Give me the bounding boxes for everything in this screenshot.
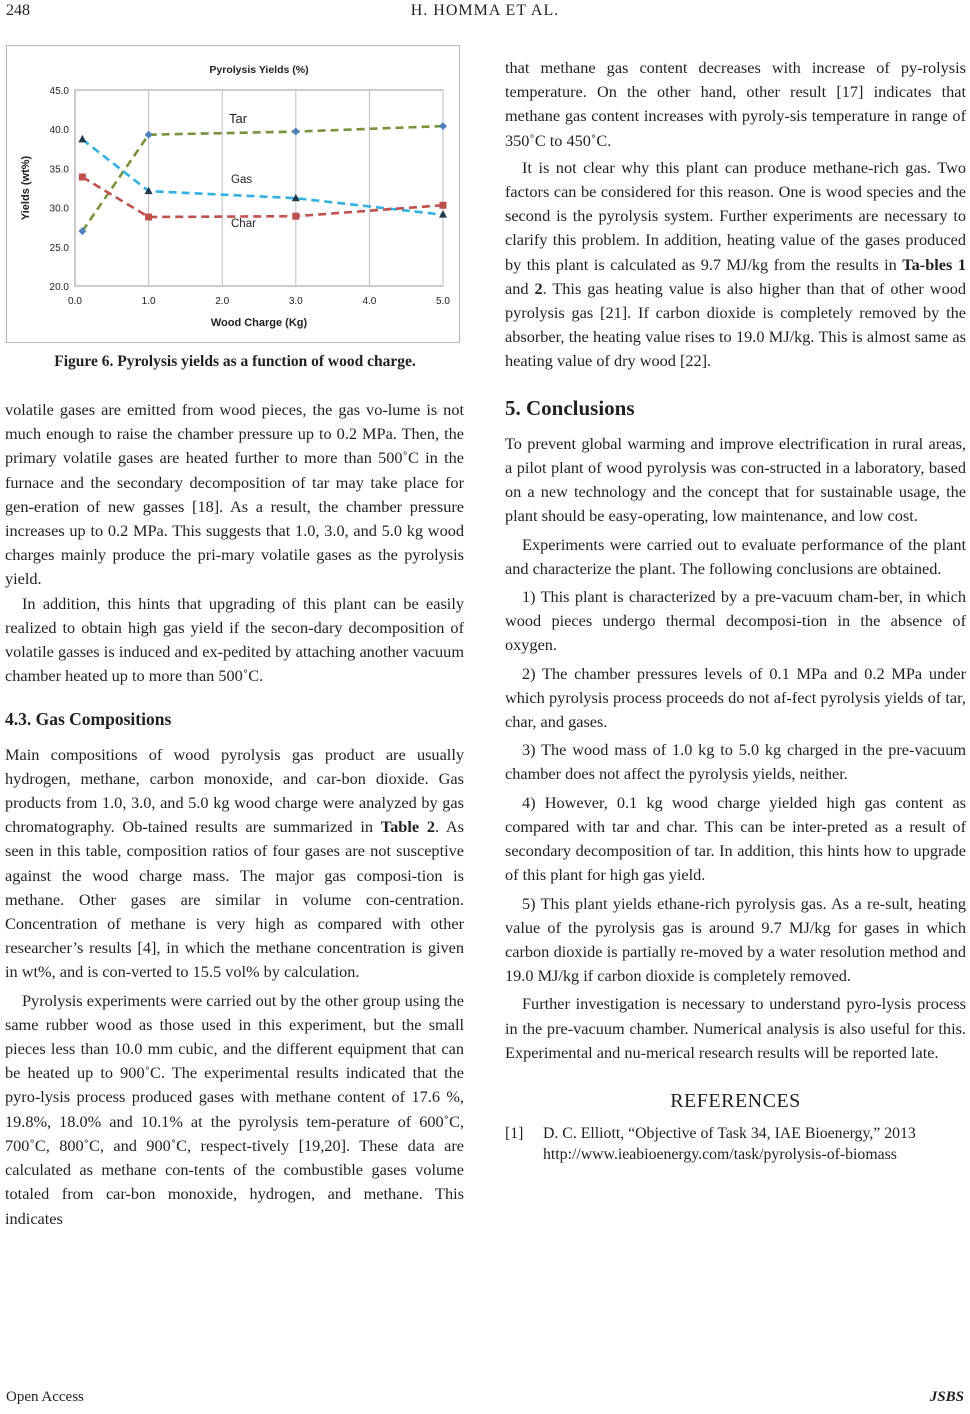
y-axis-label: Yields (wt%) — [20, 155, 32, 221]
page-header — [0, 2, 970, 24]
y-tick-label: 25.0 — [49, 242, 69, 254]
x-tick-label: 0.0 — [68, 296, 82, 307]
pyrolysis-yields-chart — [7, 46, 459, 342]
conclusion-item-1: 1) This plant is characterized by a pre-vacuum cham-ber, in which wood pieces undergo thermal decomposi-tion in the absence of oxygen. — [505, 587, 966, 655]
series-line-tar — [82, 126, 443, 231]
series-label-char: Char — [231, 218, 256, 230]
series-label-gas: Gas — [231, 174, 253, 186]
chart-title: Pyrolysis Yields (%) — [209, 64, 309, 76]
conclusion-item-2: 2) The chamber pressures levels of 0.1 MPa and 0.2 MPa under which pyrolysis process proceeds do not af-fect pyrolysis yields of tar, char, and gases. — [505, 663, 966, 732]
y-tick-label: 40.0 — [49, 125, 69, 137]
conclusion-2: Experiments were carried out to evaluate performance of the plant and characterize the plant. The following conclusions are obtained. — [505, 534, 966, 578]
page-footer — [6, 1389, 964, 1406]
left-paragraph-2: In addition, this hints that upgrading of this plant can be easily realized to obtain high gas yield if the secon-dary decomposition of volatile gasses is induced and ex-pedited by attaching another vacuum chamber heated up to more than 500˚C. — [5, 593, 464, 686]
figure-6-chart — [6, 45, 460, 343]
conclusion-item-5: 5) This plant yields ethane-rich pyrolysis gas. As a re-sult, heating value of the pyrolysis gas is around 9.7 MJ/kg for gases in which carbon dioxide is partially re-moved by a water resolution method and 19.0 MJ/kg if carbon dioxide is completely removed. — [505, 893, 966, 986]
conclusion-item-3: 3) The wood mass of 1.0 kg to 5.0 kg charged in the pre-vacuum chamber does not affect the pyrolysis yields, neither. — [505, 740, 966, 784]
conclusion-intro: To prevent global warming and improve electrification in rural areas, a pilot plant of wood pyrolysis was con-structed in a laboratory, based on a new technology and the concept that for sustainable usage, the plant should be easy-operating, low maintenance, and low cost. — [505, 433, 966, 526]
x-tick-label: 2.0 — [215, 296, 230, 307]
conclusion-final: Further investigation is necessary to understand pyro-lysis process in the pre-vacuum chamber. Numerical analysis is also useful for this. Experimental and nu-merical research results will be reported late. — [505, 994, 966, 1062]
left-paragraph-3: Main compositions of wood pyrolysis gas product are usually hydrogen, methane, carbon monoxide, and car-bon dioxide. Gas products from 1.0, 3.0, and 5.0 kg wood charge were analyzed by gas chromatography. Ob-tained results are summarized in Table 2. As seen in this table, composition ratios of four gases are not susceptive against the wood charge mass. The major gas composi-tion is methane. Other gases are similar in volume con-centration. Concentration of methane is very high as compared with other researcher’s results [4], in which the methane concentration is given in wt%, and is con-verted to 15.5 vol% by calculation. — [5, 744, 464, 982]
data-point-char — [440, 202, 447, 209]
reference-url[interactable]: http://www.ieabioenergy.com/task/pyrolysis-of-biomass — [543, 1146, 897, 1164]
references-title: REFERENCES — [670, 1089, 801, 1112]
left-column — [5, 398, 464, 1231]
table-2-ref: Table 2 — [380, 817, 435, 837]
plot-area — [75, 90, 443, 286]
section-heading-conclusions: 5. Conclusions — [505, 395, 635, 420]
reference-number: [1] — [505, 1125, 524, 1143]
figure-caption: Figure 6. Pyrolysis yields as a function of wood charge. — [54, 353, 416, 370]
x-axis-label: Wood Charge (Kg) — [210, 317, 308, 329]
series-label-tar: Tar — [229, 111, 248, 126]
page-number: 248 — [6, 2, 30, 19]
section-heading-4-3: 4.3. Gas Compositions — [5, 709, 172, 730]
y-tick-label: 45.0 — [49, 86, 69, 97]
y-tick-label: 30.0 — [49, 203, 69, 215]
y-tick-label: 20.0 — [49, 282, 69, 293]
left-paragraph-4: Pyrolysis experiments were carried out by the other group using the same rubber wood as those used in this experiment, but the small pieces less than 10.0 mm cubic, and the different equipment that can be heated up to 900˚C. The experimental results indicated that the pyro-lysis process produced gases with methane content of 17.6 %, 19.8%, 18.0% and 10.1% at the pyrolysis tem-perature of 600˚C, 700˚C, 800˚C, and 900˚C, respect-tively [19,20]. These data are calculated as methane con-tents of the combustible gases volume totaled from car-bon monoxide, hydrogen, and methane. This indicates — [5, 990, 464, 1228]
x-tick-label: 5.0 — [436, 296, 450, 307]
x-tick-label: 4.0 — [362, 296, 377, 307]
data-point-tar — [292, 128, 300, 136]
x-tick-label: 1.0 — [141, 296, 156, 307]
data-point-gas — [78, 135, 86, 143]
data-point-tar — [439, 122, 447, 130]
x-tick-label: 3.0 — [288, 296, 303, 307]
data-point-char — [292, 213, 299, 220]
data-point-char — [79, 174, 86, 181]
right-paragraph-1: that methane gas content decreases with increase of py-rolysis temperature. On the other hand, other result [17] indicates that methane gas content increases with pyroly-sis temperature in range of 350˚C to 450˚C. — [505, 58, 966, 150]
right-paragraph-2: It is not clear why this plant can produce methane-rich gas. Two factors can be considered for this reason. One is wood species and the second is the pyrolysis system. Further experiments are necessary to clarify this problem. In addition, heating value of the gases produced by this plant is calculated as 9.7 MJ/kg from the results in Ta-bles 1 and 2. This gas heating value is also higher than that of other wood pyrolysis gas [21]. If carbon dioxide is completely removed by the absorber, the heating value rises to 19.0 MJ/kg. This is almost same as heating value of dry wood [22]. — [505, 157, 966, 371]
data-point-tar — [145, 131, 153, 139]
right-column — [505, 56, 966, 1165]
reference-text: D. C. Elliott, “Objective of Task 34, IAE Bioenergy,” 2013 http://www.ieabioenergy.com/task/pyrolysis-of-biomass — [543, 1125, 916, 1164]
left-paragraph-1: volatile gases are emitted from wood pieces, the gas vo-lume is not much enough to raise the chamber pressure up to 0.2 MPa. Then, the primary volatile gases are heated further to more than 500˚C in the furnace and the secondary decomposition of tar may take place for gen-eration of new gasses [18]. As a result, the chamber pressure increases up to 0.2 MPa. This suggests that 1.0, 3.0, and 5.0 kg wood charges mainly produce the pri-mary volatile gases as the pyrolysis yield. — [5, 400, 464, 589]
data-point-char — [145, 214, 152, 221]
conclusion-item-4: 4) However, 0.1 kg wood charge yielded high gas content as compared with tar and char. This can be inter-preted as a result of secondary decomposition of tar. In addition, this hints how to upgrade of this plant for high gas yield. — [505, 792, 966, 885]
reference-1 — [505, 1123, 966, 1165]
data-point-gas — [439, 210, 447, 218]
footer-journal: JSBS — [929, 1389, 964, 1405]
running-title: H. HOMMA ET AL. — [410, 2, 560, 19]
y-tick-label: 35.0 — [49, 164, 69, 176]
footer-open-access: Open Access — [6, 1389, 84, 1405]
